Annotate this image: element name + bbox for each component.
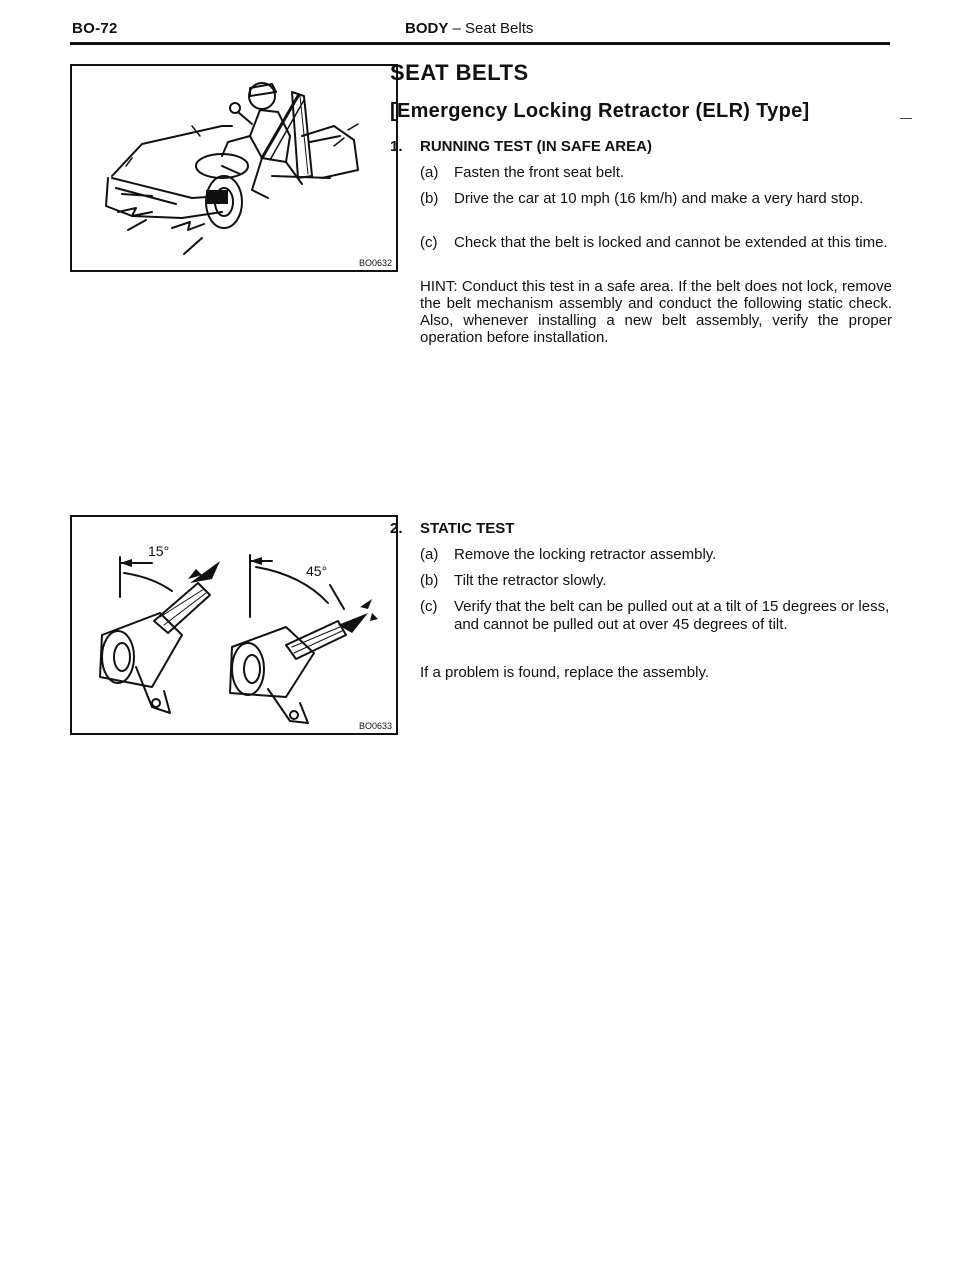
page-title: SEAT BELTS: [390, 60, 529, 85]
page-subtitle: [Emergency Locking Retractor (ELR) Type]: [390, 100, 810, 122]
item-text: Verify that the belt can be pulled out at a tilt of 15 degrees or less, and cannot be pulled out at over 45 degrees of tilt.: [454, 598, 890, 633]
item-text: Remove the locking retractor assembly.: [454, 546, 717, 563]
hint-paragraph: HINT: Conduct this test in a safe area. If the belt does not lock, remove the belt mechanism assembly and conduct the following static check. Also, whenever installing a new belt assembly, verify the proper operation before installation.: [420, 278, 892, 346]
margin-mark: [900, 118, 912, 119]
figure-driver-car: [70, 64, 398, 272]
list-item: [420, 546, 895, 564]
figure-code: BO0632: [358, 258, 392, 268]
figure-retractor-tilt: [70, 515, 398, 735]
page-header: [0, 0, 960, 48]
step-number: 2.: [390, 520, 403, 537]
item-label: (c): [420, 234, 438, 251]
item-label: (a): [420, 164, 439, 181]
page-number: BO-72: [72, 20, 118, 37]
item-label: (b): [420, 190, 439, 207]
item-text: Check that the belt is locked and cannot be extended at this time.: [454, 234, 888, 251]
item-text: Drive the car at 10 mph (16 km/h) and make a very hard stop.: [454, 190, 864, 207]
title-separator: –: [448, 20, 466, 37]
angle-label-45: 45°: [306, 563, 328, 579]
section-name: BODY: [405, 20, 449, 37]
figure-code: BO0633: [358, 721, 392, 731]
step-static-test: [390, 520, 514, 538]
list-item: [420, 190, 895, 208]
list-item: [420, 598, 895, 634]
item-label: (b): [420, 572, 439, 589]
header-rule: [70, 42, 890, 45]
step-heading: RUNNING TEST (IN SAFE AREA): [420, 138, 652, 155]
angle-label-15: 15°: [148, 543, 170, 559]
step-number: 1.: [390, 138, 403, 155]
item-label: (a): [420, 546, 439, 563]
section-title: [405, 20, 533, 37]
subsection-name: Seat Belts: [465, 20, 534, 37]
replace-note: If a problem is found, replace the assembly.: [420, 664, 710, 681]
item-label: (c): [420, 598, 438, 615]
item-text: Tilt the retractor slowly.: [454, 572, 607, 589]
retractor-tilt-illustration: [72, 517, 396, 733]
list-item: [420, 234, 895, 252]
car-driver-illustration: [72, 66, 396, 270]
step-running-test: [390, 138, 652, 156]
item-text: Fasten the front seat belt.: [454, 164, 625, 181]
list-item: [420, 572, 895, 590]
list-item: [420, 164, 895, 182]
step-heading: STATIC TEST: [420, 520, 515, 537]
